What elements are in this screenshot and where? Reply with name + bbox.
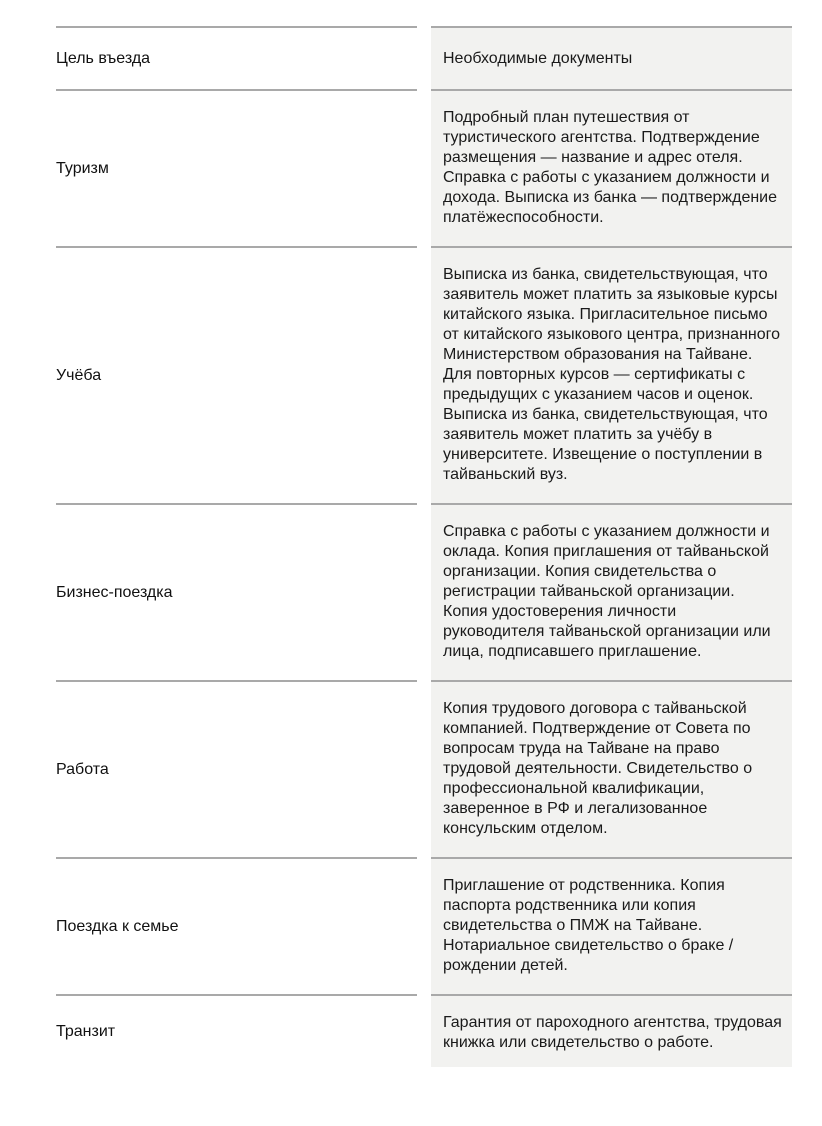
table-row: [56, 680, 792, 857]
table-header-row: [56, 26, 792, 89]
table-row: [56, 994, 792, 1067]
table-row: [56, 246, 792, 503]
row-purpose: Учёба: [56, 246, 417, 503]
row-purpose: Бизнес-поездка: [56, 503, 417, 680]
row-purpose: Туризм: [56, 89, 417, 246]
row-documents: Гарантия от пароходного агентства, трудовая книжка или свидетельство о работе.: [431, 994, 792, 1067]
row-documents: Приглашение от родственника. Копия паспорта родственника или копия свидетельства о ПМЖ на Тайване. Нотариальное свидетельство о браке / рождении детей.: [431, 857, 792, 994]
header-documents: Необходимые документы: [431, 26, 792, 89]
row-purpose: Работа: [56, 680, 417, 857]
header-purpose: Цель въезда: [56, 26, 417, 89]
visa-documents-table: [56, 26, 792, 1067]
row-documents: Подробный план путешествия от туристического агентства. Подтверждение размещения — название и адрес отеля. Справка с работы с указанием должности и дохода. Выписка из банка — подтверждение платёжеспособности.: [431, 89, 792, 246]
row-purpose: Транзит: [56, 994, 417, 1067]
row-purpose: Поездка к семье: [56, 857, 417, 994]
table-row: [56, 857, 792, 994]
table-row: [56, 89, 792, 246]
table-row: [56, 503, 792, 680]
row-documents: Копия трудового договора с тайваньской компанией. Подтверждение от Совета по вопросам труда на Тайване на право трудовой деятельности. Свидетельство о профессиональной квалификации, заверенное в РФ и легализованное консульским отделом.: [431, 680, 792, 857]
row-documents: Справка с работы с указанием должности и оклада. Копия приглашения от тайваньской организации. Копия свидетельства о регистрации тайваньской организации. Копия удостоверения личности руководителя тайваньской организации или лица, подписавшего приглашение.: [431, 503, 792, 680]
row-documents: Выписка из банка, свидетельствующая, что заявитель может платить за языковые курсы китайского языка. Пригласительное письмо от китайского языкового центра, признанного Министерством образования на Тайване. Для повторных курсов — сертификаты с предыдущих с указанием часов и оценок. Выписка из банка, свидетельствующая, что заявитель может платить за учёбу в университете. Извещение о поступлении в тайваньский вуз.: [431, 246, 792, 503]
